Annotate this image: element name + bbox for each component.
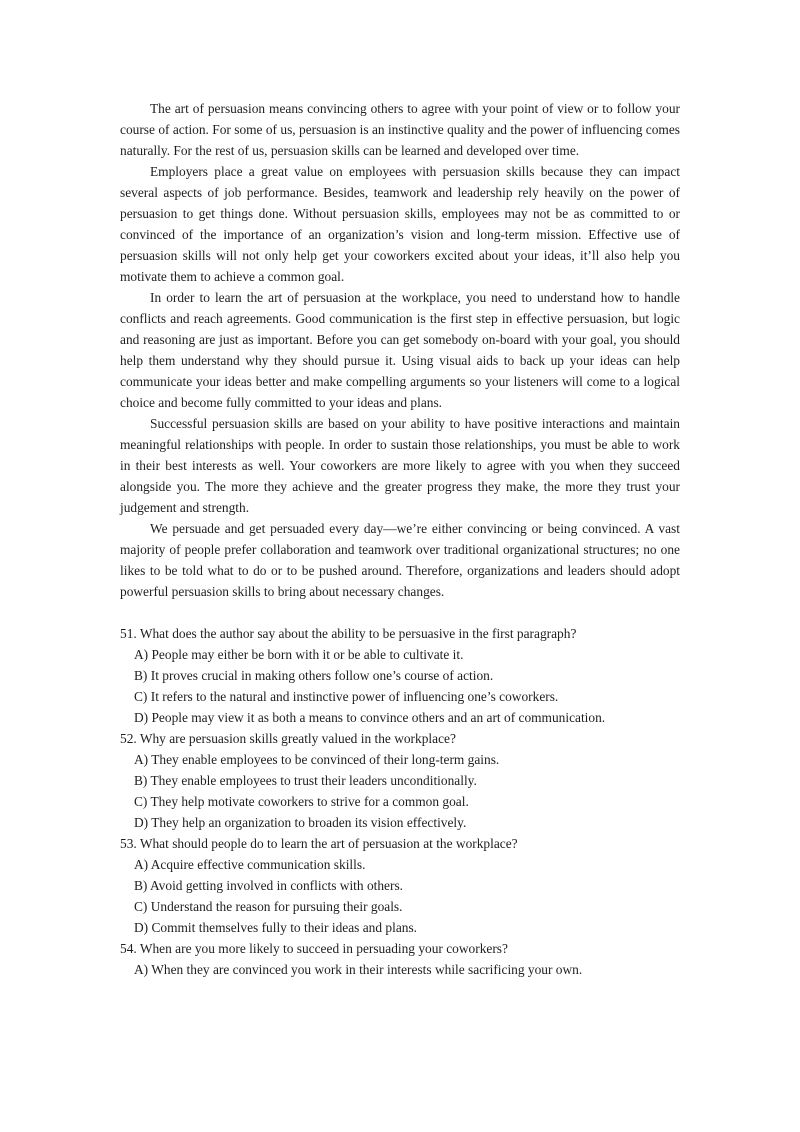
question-52 [120,728,680,833]
passage-paragraph-3: In order to learn the art of persuasion at the workplace, you need to understand how to handle conflicts and reach agreements. Good communication is the first step in effective persuasion, but logic and reasoning are just as important. Before you can get somebody on-board with your goal, you should help them understand why they should pursue it. Using visual aids to back up your ideas can help communicate your ideas better and make compelling arguments so your listeners will come to a logical choice and become fully committed to your ideas and plans. [120,290,680,410]
passage-paragraph-1: The art of persuasion means convincing others to agree with your point of view or to follow your course of action. For some of us, persuasion is an instinctive quality and the power of influencing comes naturally. For the rest of us, persuasion skills can be learned and developed over time. [120,101,680,158]
question-54 [120,938,680,980]
option-d: D) They help an organization to broaden its vision effectively. [134,815,467,830]
passage-paragraph-5: We persuade and get persuaded every day—we’re either convincing or being convinced. A vast majority of people prefer collaboration and teamwork over traditional organizational structures; no one likes to be told what to do or to be pushed around. Therefore, organizations and leaders should adopt powerful persuasion skills to bring about necessary changes. [120,521,680,599]
option-b: B) Avoid getting involved in conflicts with others. [134,878,404,893]
question-stem: 52. Why are persuasion skills greatly valued in the workplace? [120,731,456,746]
question-51 [120,623,680,728]
option-b: B) It proves crucial in making others follow one’s course of action. [134,668,494,683]
option-a: A) When they are convinced you work in their interests while sacrificing your own. [134,962,583,977]
reading-passage [120,98,680,602]
question-list [120,623,680,980]
option-d: D) Commit themselves fully to their ideas and plans. [134,920,418,935]
question-stem: 53. What should people do to learn the art of persuasion at the workplace? [120,836,518,851]
passage-paragraph-4: Successful persuasion skills are based on your ability to have positive interactions and maintain meaningful relationships with people. In order to sustain those relationships, you must be able to work in their best interests as well. Your coworkers are more likely to agree with you when they succeed alongside you. The more they achieve and the greater progress they make, the more they trust your judgement and strength. [120,416,680,515]
question-stem: 51. What does the author say about the ability to be persuasive in the first paragraph? [120,626,577,641]
passage-paragraph-2: Employers place a great value on employees with persuasion skills because they can impact several aspects of job performance. Besides, teamwork and leadership rely heavily on the power of persuasion to get things done. Without persuasion skills, employees may not be as committed to or convinced of the importance of an organization’s vision and long-term mission. Effective use of persuasion skills will not only help get your coworkers excited about your ideas, it’ll also help you motivate them to achieve a common goal. [120,164,680,284]
option-a: A) People may either be born with it or be able to cultivate it. [134,647,464,662]
option-c: C) It refers to the natural and instinctive power of influencing one’s coworkers. [134,689,559,704]
option-a: A) They enable employees to be convinced of their long-term gains. [134,752,500,767]
option-d: D) People may view it as both a means to convince others and an art of communication. [134,710,606,725]
option-b: B) They enable employees to trust their leaders unconditionally. [134,773,477,788]
option-a: A) Acquire effective communication skills. [134,857,366,872]
option-c: C) Understand the reason for pursuing their goals. [134,899,403,914]
question-stem: 54. When are you more likely to succeed in persuading your coworkers? [120,941,508,956]
document-page [120,98,680,980]
option-c: C) They help motivate coworkers to strive for a common goal. [134,794,469,809]
question-53 [120,833,680,938]
